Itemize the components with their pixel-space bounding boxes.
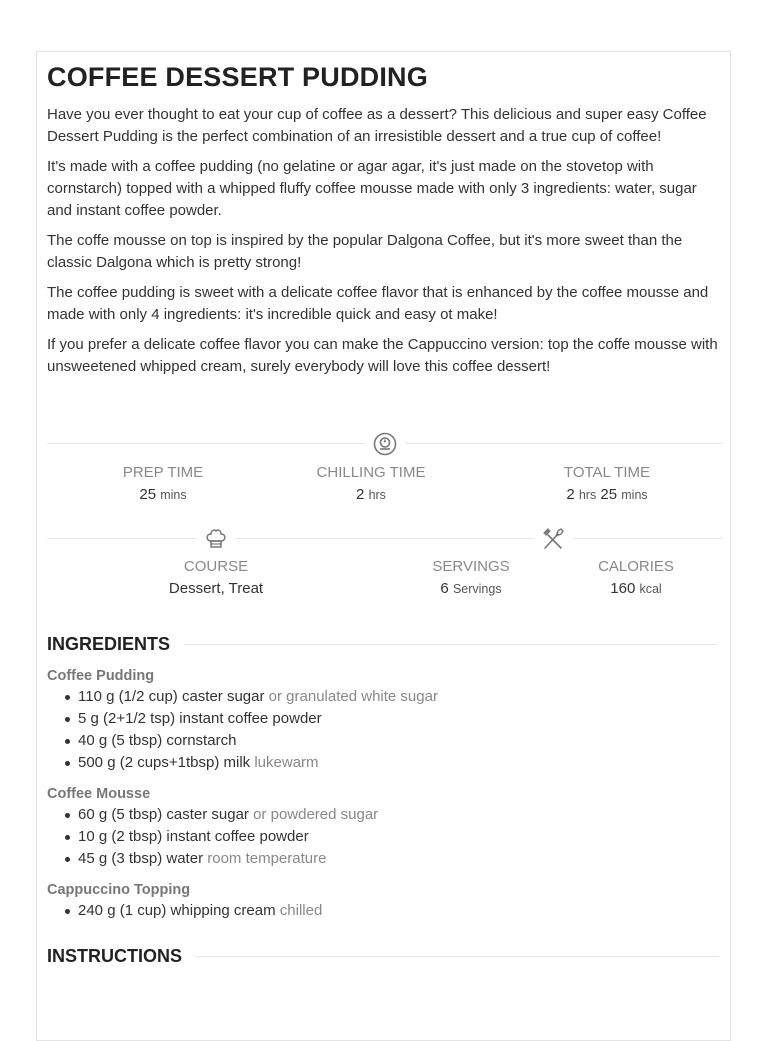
ingredient-item [78, 900, 322, 922]
calories-unit: kcal [639, 582, 662, 596]
ingredient-note: chilled [279, 902, 323, 919]
intro-paragraph: If you prefer a delicate coffee flavor you can make the Cappuccino version: top the coffe mousse with unsweetened whipped cream, surely everybody will love this coffee dessert! [47, 336, 718, 375]
ingredients-heading: INGREDIENTS [47, 633, 171, 654]
instructions-header [47, 944, 719, 968]
prep-time-value: 25 [139, 486, 157, 503]
ingredient-item [78, 752, 438, 774]
ingredient-list [47, 900, 322, 922]
chilling-time-value: 2 [356, 486, 365, 503]
chilling-time [291, 463, 451, 507]
servings-label: SERVINGS [432, 558, 510, 575]
chef-hat-icon [196, 524, 236, 554]
servings-unit: Servings [452, 582, 502, 596]
intro-paragraph: It's made with a coffee pudding (no gelatine or agar agar, it's just made on the stovetop with cornstarch) topped with a whipped fluffy coffee mousse made with only 3 ingredients: water, sugar and instant coffee powder. [47, 158, 697, 219]
course-label: COURSE [183, 558, 249, 575]
prep-time-unit: mins [160, 488, 187, 502]
ingredient-group-title: Coffee Mousse [47, 786, 151, 802]
instructions-heading: INSTRUCTIONS [47, 945, 182, 966]
ingredient-text: 40 g (5 tbsp) cornstarch [78, 732, 237, 749]
prep-time-label: PREP TIME [122, 464, 204, 481]
ingredient-list [47, 686, 438, 774]
info-divider [47, 538, 722, 539]
ingredient-item [78, 804, 378, 826]
calories-label: CALORIES [598, 558, 674, 575]
ingredient-list [47, 804, 378, 870]
total-time-minutes-unit: mins [621, 488, 648, 502]
chilling-time-unit: hrs [368, 488, 386, 502]
total-time-minutes: 25 [600, 486, 618, 503]
ingredient-note: lukewarm [254, 754, 319, 771]
course [136, 557, 296, 601]
calories-value: 160 [610, 580, 636, 597]
recipe-card [36, 51, 731, 1041]
ingredient-item [78, 826, 378, 848]
ingredient-text: 240 g (1 cup) whipping cream [78, 902, 276, 919]
ingredient-text: 5 g (2+1/2 tsp) instant coffee powder [78, 710, 322, 727]
servings-value[interactable]: 6 [440, 580, 449, 597]
ingredient-item [78, 708, 438, 730]
total-time-hours-unit: hrs [578, 488, 597, 502]
calories [556, 557, 716, 601]
total-time-hours: 2 [566, 486, 575, 503]
course-value: Dessert, Treat [168, 580, 264, 597]
chilling-time-label: CHILLING TIME [316, 464, 426, 481]
ingredient-note: or powdered sugar [253, 806, 379, 823]
ingredient-group-title: Cappuccino Topping [47, 882, 191, 898]
utensils-icon [533, 524, 573, 554]
recipe-title: COFFEE DESSERT PUDDING [47, 62, 428, 92]
prep-time [83, 463, 243, 507]
ingredient-item [78, 686, 438, 708]
ingredient-text: 60 g (5 tbsp) caster sugar [78, 806, 249, 823]
ingredients-heading-line [184, 644, 717, 645]
timer-icon [365, 429, 405, 459]
ingredient-item [78, 848, 378, 870]
intro-paragraph: The coffee pudding is sweet with a delicate coffee flavor that is enhanced by the coffee mousse and made with only 4 ingredients: it's incredible quick and easy ot make! [47, 284, 709, 323]
servings [391, 557, 551, 601]
intro-paragraph: Have you ever thought to eat your cup of coffee as a dessert? This delicious and super easy Coffee Dessert Pudding is the perfect combination of an irresistible dessert and a true cup of coffee! [47, 106, 707, 145]
instructions-heading-line [196, 956, 719, 957]
ingredient-text: 45 g (3 tbsp) water [78, 850, 204, 867]
total-time [527, 463, 687, 507]
total-time-label: TOTAL TIME [563, 464, 651, 481]
ingredient-note: room temperature [207, 850, 327, 867]
ingredients-header [47, 632, 717, 656]
ingredient-text: 500 g (2 cups+1tbsp) milk [78, 754, 251, 771]
ingredient-group-title: Coffee Pudding [47, 668, 155, 684]
ingredient-item [78, 730, 438, 752]
intro-paragraph: The coffe mousse on top is inspired by the popular Dalgona Coffee, but it's more sweet than the classic Dalgona which is pretty strong! [47, 232, 683, 271]
recipe-intro [47, 104, 719, 386]
ingredient-text: 110 g (1/2 cup) caster sugar [78, 688, 265, 705]
ingredient-text: 10 g (2 tbsp) instant coffee powder [78, 828, 309, 845]
ingredient-note: or granulated white sugar [268, 688, 438, 705]
